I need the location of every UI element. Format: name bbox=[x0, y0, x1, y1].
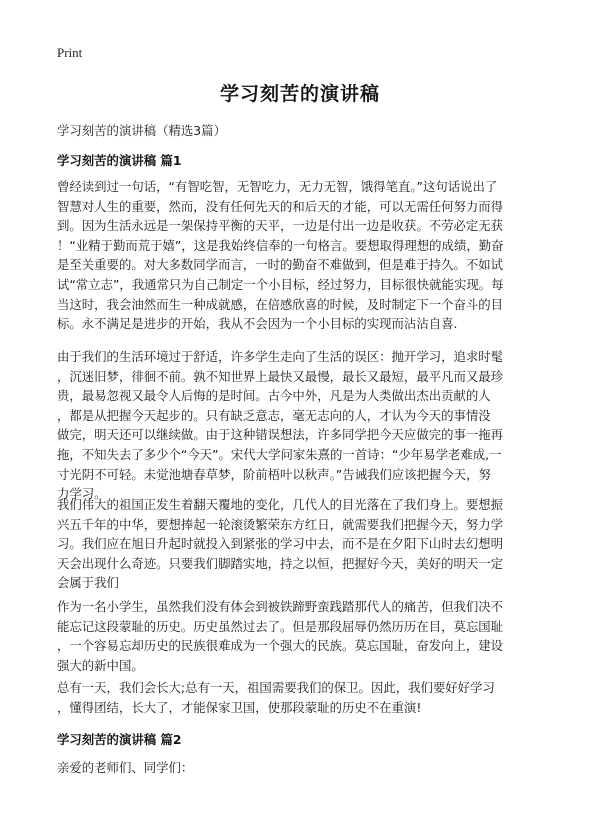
paragraph-line: 我们伟大的祖国正发生着翻天覆地的变化，几代人的目光落在了我们身上。要想振 bbox=[57, 497, 504, 512]
paragraph-line: 习。我们应在旭日升起时就投入到紧张的学习中去，而不是在夕阳下山时去幻想明 bbox=[57, 536, 504, 552]
paragraph-line: 寸光阴不可轻。未觉池塘春草梦，阶前梧叶以秋声。”告诫我们应该把握今天，努 bbox=[57, 466, 491, 482]
paragraph-line: 能忘记这段蒙耻的历史。历史虽然过去了。但是那段屈辱仍然历历在目，莫忘国耻 bbox=[57, 618, 504, 634]
section-heading-1: 学习刻苦的演讲稿 篇1 bbox=[57, 153, 182, 168]
section-heading-2: 学习刻苦的演讲稿 篇2 bbox=[57, 732, 182, 747]
paragraph-line: 到。因为生活永远是一架保持平衡的天平，一边是付出一边是收获。不劳必定无获 bbox=[57, 218, 504, 234]
paragraph-line: 天会出现什么奇迹。只要我们脚踏实地，持之以恒，把握好今天，美好的明天一定 bbox=[57, 555, 504, 571]
paragraph-line: 贵，最易忽视又最令人后悔的是时间。古今中外，凡是为人类做出杰出贡献的人 bbox=[57, 388, 491, 404]
paragraph-line: 拖，不知失去了多少个“今天”。宋代大学问家朱熹的一首诗：“少年易学老难成,一 bbox=[57, 446, 502, 462]
print-link[interactable]: Print bbox=[57, 45, 83, 60]
paragraph-line: ，一个容易忘却历史的民族很难成为一个强大的民族。莫忘国耻，奋发向上，建设 bbox=[57, 638, 504, 654]
paragraph-4 bbox=[57, 597, 553, 675]
paragraph-line: ，懂得团结，长大了，才能保家卫国，使那段蒙耻的历史不在重演! bbox=[57, 699, 422, 715]
paragraph-line: 由于我们的生活环境过于舒适，许多学生走向了生活的误区：抛开学习，追求时髦 bbox=[57, 349, 504, 364]
paragraph-line: 是至关重要的。对大多数同学而言，一时的勤奋不难做到，但是难于持久。不如试 bbox=[57, 257, 504, 273]
document-subtitle: 学习刻苦的演讲稿（精选3篇） bbox=[57, 123, 226, 138]
paragraph-line: 曾经读到过一句话，“有智吃智，无智吃力，无力无智，饿得笔直。”这句话说出了 bbox=[57, 179, 498, 194]
paragraph-line: 当这时，我会油然而生一种成就感，在倍感欣喜的时候，及时制定下一个奋斗的目 bbox=[57, 296, 504, 312]
paragraph-line: 标。永不满足是进步的开始，我从不会因为一个小目标的实现而沾沾自喜. bbox=[57, 316, 458, 332]
paragraph-3 bbox=[57, 495, 553, 593]
paragraph-line: 会属于我们 bbox=[57, 575, 119, 591]
paragraph-1 bbox=[57, 177, 553, 334]
paragraph-line: 做完，明天还可以继续做。由于这种错误想法，许多同学把今天应做完的事一拖再 bbox=[57, 427, 504, 443]
paragraph-line: 兴五千年的中华，要想捧起一轮滚烫繁荣东方红日，就需要我们把握今天，努力学 bbox=[57, 516, 504, 532]
paragraph-line: 强大的新中国。 bbox=[57, 657, 144, 673]
paragraph-line: 总有一天，我们会长大;总有一天，祖国需要我们的保卫。因此，我们要好好学习 bbox=[57, 680, 495, 695]
paragraph-6 bbox=[57, 758, 553, 778]
paragraph-line: 力学习。 bbox=[57, 486, 107, 502]
paragraph-line: 智慧对人生的重要，然而，没有任何先天的和后天的才能，可以无需任何努力而得 bbox=[57, 198, 504, 214]
page-title: 学习刻苦的演讲稿 bbox=[219, 83, 380, 105]
paragraph-line: ，沉迷旧梦，徘徊不前。孰不知世界上最快又最慢，最长又最短，最平凡而又最珍 bbox=[57, 368, 504, 384]
paragraph-5 bbox=[57, 678, 553, 717]
paragraph-line: 作为一名小学生，虽然我们没有体会到被铁蹄野蛮践踏那代人的痛苦，但我们决不 bbox=[57, 599, 504, 614]
paragraph-2 bbox=[57, 347, 553, 504]
paragraph-line: ，都是从把握今天起步的。只有缺乏意志，毫无志向的人，才认为今天的事情没 bbox=[57, 407, 491, 423]
paragraph-line: 试“常立志”，我通常只为自己制定一个小目标，经过努力，目标很快就能实现。每 bbox=[57, 276, 504, 292]
paragraph-line: ！“业精于勤而荒于嬉”，这是我始终信奉的一句格言。要想取得理想的成绩，勤奋 bbox=[57, 237, 504, 253]
paragraph-line: 亲爱的老师们、同学们： bbox=[57, 760, 194, 775]
